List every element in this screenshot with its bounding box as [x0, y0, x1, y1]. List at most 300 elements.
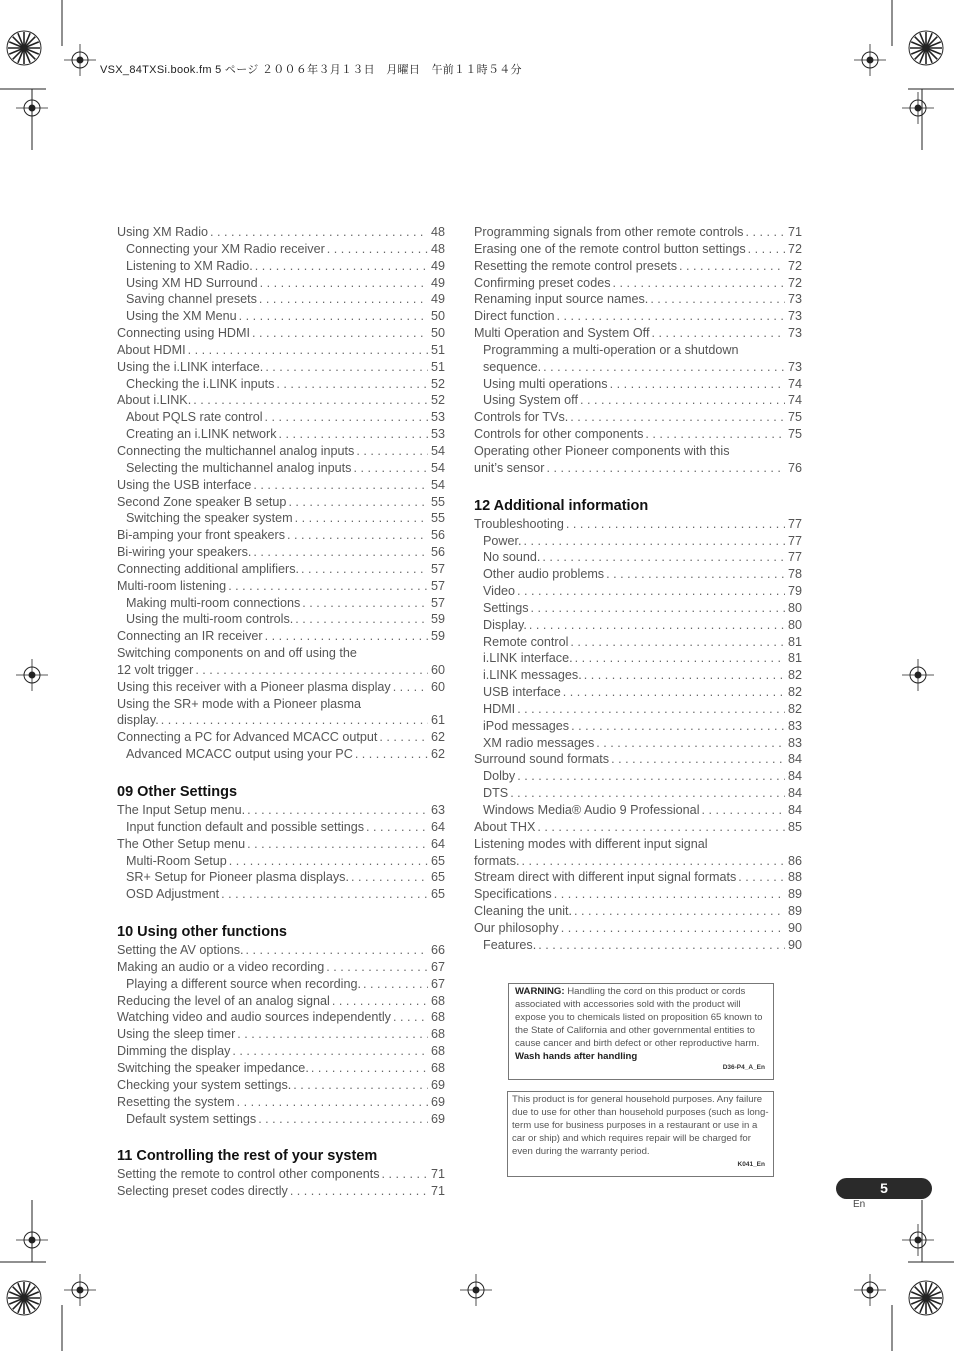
- toc-entry-page: 60: [430, 679, 445, 694]
- toc-entry-title: Connecting using HDMI: [117, 326, 250, 341]
- toc-entry[interactable]: [474, 701, 802, 718]
- toc-entry[interactable]: [117, 241, 445, 258]
- toc-entry[interactable]: [474, 308, 802, 325]
- toc-entry-page: 62: [430, 747, 445, 762]
- toc-entry-title: Using the USB interface: [117, 477, 252, 492]
- toc-entry-page: 89: [787, 904, 802, 919]
- toc-entry-title: Windows Media® Audio 9 Professional: [483, 803, 700, 817]
- toc-entry[interactable]: [474, 634, 802, 651]
- toc-entry[interactable]: [474, 735, 802, 752]
- toc-entry-title: Cleaning the unit.: [474, 904, 573, 919]
- toc-entry-title: Input function default and possible settings: [126, 819, 365, 834]
- dot-leader: [332, 993, 428, 1010]
- toc-entry-page: 73: [787, 359, 802, 374]
- toc-entry-title: Checking your system settings.: [117, 1077, 292, 1092]
- dot-leader: [531, 600, 785, 617]
- toc-entry-title: Display.: [483, 617, 527, 632]
- toc-entry-title: Connecting your XM Radio receiver: [126, 241, 325, 256]
- toc-entry-page: 56: [430, 545, 445, 560]
- toc-entry-title: Using multi operations: [483, 376, 608, 391]
- dot-leader: [239, 308, 428, 325]
- toc-entry-title: i.LINK interface.: [483, 651, 573, 666]
- page-number-badge: [836, 1178, 932, 1199]
- toc-entry[interactable]: [474, 718, 802, 735]
- toc-entry-page: 74: [787, 393, 802, 408]
- toc-entry-page: 50: [430, 326, 445, 341]
- toc-entry-page: 53: [430, 427, 445, 442]
- toc-entry[interactable]: [117, 611, 445, 628]
- dot-leader: [563, 684, 785, 701]
- dot-leader: [290, 1183, 428, 1200]
- toc-entry-page: 57: [430, 578, 445, 593]
- dot-leader: [355, 746, 428, 763]
- dot-leader: [610, 376, 785, 393]
- toc-entry-page: 76: [787, 460, 802, 475]
- dot-leader: [611, 751, 785, 768]
- toc-entry-title: Creating an i.LINK network: [126, 427, 277, 442]
- toc-entry-title: Resetting the system: [117, 1094, 235, 1109]
- toc-entry[interactable]: [474, 533, 802, 550]
- dot-leader: [366, 819, 428, 836]
- dot-leader: [288, 494, 428, 511]
- dot-leader: [538, 937, 785, 954]
- toc-entry-title: Connecting the multichannel analog inputs: [117, 443, 355, 458]
- toc-entry[interactable]: [117, 258, 445, 275]
- toc-entry[interactable]: [474, 920, 802, 937]
- toc-entry[interactable]: [474, 258, 802, 275]
- dot-leader: [517, 768, 785, 785]
- toc-entry-title: Second Zone speaker B setup: [117, 494, 287, 509]
- dot-leader: [287, 527, 428, 544]
- warning-notice: [508, 983, 774, 1080]
- toc-left-column: [117, 224, 445, 1200]
- toc-entry-page: 67: [430, 976, 445, 991]
- toc-entry[interactable]: [117, 342, 445, 359]
- section-heading: 10 Using other functions: [117, 924, 287, 941]
- dot-leader: [382, 1166, 428, 1183]
- dot-leader: [221, 886, 428, 903]
- dot-leader: [311, 1060, 428, 1077]
- toc-entry[interactable]: [474, 617, 802, 634]
- toc-entry-title: Confirming preset codes: [474, 275, 611, 290]
- toc-entry[interactable]: [117, 275, 445, 292]
- dot-leader: [557, 308, 785, 325]
- toc-entry-page: 68: [430, 993, 445, 1008]
- dot-leader: [529, 617, 785, 634]
- dot-leader: [596, 735, 785, 752]
- toc-entry-page: 64: [430, 819, 445, 834]
- toc-entry[interactable]: [117, 494, 445, 511]
- dot-leader: [237, 1094, 428, 1111]
- toc-entry-title: Making an audio or a video recording: [117, 959, 325, 974]
- warning-code: D36-P4_A_En: [722, 1064, 765, 1072]
- toc-entry[interactable]: [117, 409, 445, 426]
- dot-leader: [606, 566, 785, 583]
- household-code: K041_En: [737, 1161, 765, 1169]
- toc-entry-page: 84: [787, 786, 802, 801]
- toc-entry-title: The Other Setup menu: [117, 836, 246, 851]
- toc-entry-title: Listening to XM Radio.: [126, 258, 253, 273]
- toc-entry-page: 65: [430, 853, 445, 868]
- toc-entry[interactable]: [117, 1077, 445, 1094]
- toc-entry[interactable]: [117, 869, 445, 886]
- toc-entry-title: iPod messages: [483, 718, 570, 733]
- dot-leader: [363, 976, 428, 993]
- dot-leader: [295, 611, 428, 628]
- dot-leader: [228, 578, 428, 595]
- dot-leader: [260, 275, 428, 292]
- toc-entry[interactable]: [474, 600, 802, 617]
- toc-entry[interactable]: [117, 595, 445, 612]
- toc-entry[interactable]: [117, 359, 445, 376]
- toc-entry-title: Using XM Radio: [117, 225, 208, 239]
- toc-entry[interactable]: [117, 1026, 445, 1043]
- toc-entry[interactable]: [117, 959, 445, 976]
- toc-entry-title: Our philosophy: [474, 920, 559, 935]
- toc-entry[interactable]: [474, 667, 802, 684]
- toc-entry[interactable]: [474, 836, 802, 870]
- toc-entry-page: 73: [787, 326, 802, 341]
- dot-leader: [570, 634, 785, 651]
- toc-entry[interactable]: [117, 696, 445, 730]
- toc-entry[interactable]: [117, 1009, 445, 1026]
- dot-leader: [253, 544, 428, 561]
- toc-entry-page: 60: [430, 662, 445, 677]
- toc-entry[interactable]: [474, 566, 802, 583]
- dot-leader: [393, 679, 428, 696]
- toc-entry-title: Remote control: [483, 634, 569, 649]
- toc-entry[interactable]: [474, 409, 802, 426]
- toc-entry-title: Power.: [483, 533, 522, 548]
- toc-entry-page: 90: [787, 937, 802, 952]
- file-info-header: VSX_84TXSi.book.fm 5 ページ ２００６年３月１３日 月曜日 午前１１時５４分: [100, 64, 522, 76]
- toc-entry-title: Multi Operation and System Off: [474, 326, 650, 341]
- toc-entry-page: 77: [787, 516, 802, 531]
- toc-entry-page: 79: [787, 584, 802, 599]
- toc-entry-title: Switching the speaker impedance.: [117, 1060, 309, 1075]
- toc-entry-page: 77: [787, 533, 802, 548]
- toc-entry-title: DTS: [483, 786, 509, 801]
- dot-leader: [193, 392, 428, 409]
- toc-entry-title: Making multi-room connections: [126, 595, 301, 610]
- toc-entry-page: 72: [787, 241, 802, 256]
- toc-entry-title: Reducing the level of an analog signal: [117, 993, 330, 1008]
- toc-entry-page: 77: [787, 550, 802, 565]
- toc-entry[interactable]: [474, 785, 802, 802]
- dot-leader: [574, 903, 785, 920]
- toc-entry-page: 69: [430, 1077, 445, 1092]
- toc-entry-title: Connecting an IR receiver: [117, 629, 263, 644]
- dot-leader: [679, 258, 785, 275]
- toc-entry[interactable]: [474, 802, 802, 819]
- toc-entry-title: Using the multi-room controls.: [126, 612, 294, 627]
- wash-hands-text: Wash hands after handling: [515, 1050, 638, 1062]
- toc-entry-page: 57: [430, 561, 445, 576]
- toc-entry[interactable]: [117, 308, 445, 325]
- toc-entry[interactable]: [117, 426, 445, 443]
- toc-entry-title: USB interface: [483, 685, 561, 700]
- toc-entry-page: 90: [787, 920, 802, 935]
- toc-entry-title: Dolby: [483, 769, 516, 784]
- toc-entry-page: 73: [787, 309, 802, 324]
- toc-entry-page: 71: [787, 225, 802, 239]
- toc-entry-page: 82: [787, 685, 802, 700]
- toc-entry-page: 73: [787, 292, 802, 307]
- section-heading: 11 Controlling the rest of your system: [117, 1148, 378, 1165]
- toc-entry-page: 55: [430, 494, 445, 509]
- toc-entry-page: 48: [430, 225, 445, 239]
- dot-leader: [522, 853, 785, 870]
- toc-entry[interactable]: [117, 1183, 445, 1200]
- toc-entry-page: 62: [430, 730, 445, 745]
- dot-leader: [537, 819, 785, 836]
- dot-leader: [738, 869, 785, 886]
- dot-leader: [247, 836, 428, 853]
- toc-entry-page: 78: [787, 567, 802, 582]
- toc-entry-page: 75: [787, 410, 802, 425]
- toc-entry-title: Dimming the display: [117, 1044, 231, 1059]
- toc-entry[interactable]: [474, 241, 802, 258]
- toc-entry[interactable]: [117, 1094, 445, 1111]
- toc-entry-title: Using System off: [483, 393, 578, 408]
- toc-entry-page: 84: [787, 769, 802, 784]
- toc-entry[interactable]: [117, 325, 445, 342]
- dot-leader: [393, 1009, 428, 1026]
- toc-entry-title: Troubleshooting: [474, 516, 564, 531]
- toc-entry[interactable]: [117, 679, 445, 696]
- dot-leader: [379, 729, 428, 746]
- dot-leader: [247, 802, 428, 819]
- dot-leader: [259, 291, 428, 308]
- toc-entry-title: Direct function: [474, 309, 555, 324]
- toc-entry-title: Erasing one of the remote control button settings: [474, 241, 746, 256]
- toc-entry-page: 86: [787, 853, 802, 868]
- dot-leader: [570, 409, 785, 426]
- toc-entry-page: 52: [430, 376, 445, 391]
- dot-leader: [650, 291, 785, 308]
- dot-leader: [327, 241, 428, 258]
- toc-entry-page: 75: [787, 427, 802, 442]
- toc-entry-title: Using the XM Menu: [126, 309, 237, 324]
- toc-entry-title: Watching video and audio sources independently: [117, 1010, 391, 1025]
- toc-entry[interactable]: [474, 376, 802, 393]
- toc-entry-title: The Input Setup menu.: [117, 803, 246, 817]
- toc-entry[interactable]: [117, 645, 445, 679]
- toc-entry[interactable]: [117, 628, 445, 645]
- toc-entry-title: SR+ Setup for Pioneer plasma displays.: [126, 870, 349, 885]
- toc-entry[interactable]: [117, 1111, 445, 1128]
- toc-entry[interactable]: [117, 460, 445, 477]
- toc-entry-title: About PQLS rate control: [126, 410, 263, 425]
- dot-leader: [702, 802, 785, 819]
- toc-entry[interactable]: [474, 443, 802, 477]
- dot-leader: [232, 1043, 428, 1060]
- dot-leader: [237, 1026, 428, 1043]
- toc-entry-page: 81: [787, 651, 802, 666]
- toc-entry-title: Specifications: [474, 887, 552, 902]
- toc-entry[interactable]: [117, 544, 445, 561]
- toc-entry-page: 59: [430, 612, 445, 627]
- toc-entry-page: 82: [787, 668, 802, 683]
- toc-entry[interactable]: [117, 746, 445, 763]
- toc-entry[interactable]: [474, 516, 802, 533]
- toc-right-column: [474, 224, 802, 954]
- toc-entry[interactable]: [117, 527, 445, 544]
- toc-entry[interactable]: [474, 886, 802, 903]
- toc-entry-page: 80: [787, 600, 802, 615]
- toc-entry-title: Resetting the remote control presets: [474, 258, 678, 273]
- toc-entry-page: 63: [430, 803, 445, 817]
- toc-entry-page: 54: [430, 443, 445, 458]
- dot-leader: [554, 886, 785, 903]
- toc-entry-page: 49: [430, 292, 445, 307]
- toc-entry-title: Checking the i.LINK inputs: [126, 376, 275, 391]
- toc-entry-title: Selecting the multichannel analog inputs: [126, 460, 352, 475]
- dot-leader: [543, 359, 785, 376]
- toc-entry-page: 69: [430, 1094, 445, 1109]
- dot-leader: [253, 477, 428, 494]
- warning-label: WARNING:: [515, 986, 565, 997]
- toc-entry[interactable]: [117, 819, 445, 836]
- toc-entry-title: Programming signals from other remote controls: [474, 225, 744, 239]
- dot-leader: [510, 785, 785, 802]
- dot-leader: [580, 392, 785, 409]
- dot-leader: [546, 460, 785, 477]
- toc-entry-title: No sound.: [483, 550, 541, 565]
- toc-entry[interactable]: [474, 426, 802, 443]
- household-use-notice: [507, 1091, 774, 1177]
- toc-entry-title: Surround sound formats: [474, 752, 610, 767]
- toc-entry-page: 85: [787, 819, 802, 834]
- toc-entry[interactable]: [474, 325, 802, 342]
- toc-entry-page: 49: [430, 275, 445, 290]
- toc-entry[interactable]: [117, 853, 445, 870]
- toc-entry[interactable]: [474, 342, 802, 376]
- dot-leader: [301, 561, 428, 578]
- toc-entry[interactable]: [474, 275, 802, 292]
- toc-entry[interactable]: [117, 1060, 445, 1077]
- dot-leader: [571, 718, 785, 735]
- toc-entry[interactable]: [117, 578, 445, 595]
- toc-entry-title-line1: Programming a multi-operation or a shutdown: [483, 342, 739, 357]
- dot-leader: [255, 258, 428, 275]
- toc-entry[interactable]: [474, 549, 802, 566]
- toc-entry-title: formats.: [474, 853, 520, 868]
- toc-entry-title: HDMI: [483, 701, 516, 716]
- toc-entry[interactable]: [117, 291, 445, 308]
- section-heading: 12 Additional information: [474, 497, 649, 514]
- toc-entry-page: 55: [430, 511, 445, 526]
- toc-entry-title: Settings: [483, 600, 529, 615]
- dot-leader: [584, 667, 785, 684]
- toc-entry-title: About HDMI: [117, 342, 186, 357]
- dot-leader: [517, 583, 785, 600]
- toc-entry[interactable]: [117, 1043, 445, 1060]
- toc-entry-page: 68: [430, 1044, 445, 1059]
- language-label: En: [853, 1199, 866, 1210]
- toc-entry-page: 59: [430, 629, 445, 644]
- dot-leader: [265, 628, 428, 645]
- toc-entry[interactable]: [117, 729, 445, 746]
- toc-entry-title: XM radio messages: [483, 735, 595, 750]
- toc-entry[interactable]: [117, 224, 445, 241]
- toc-entry[interactable]: [474, 869, 802, 886]
- toc-entry-title: Multi-Room Setup: [126, 853, 227, 868]
- toc-entry-page: 68: [430, 1027, 445, 1042]
- toc-entry[interactable]: [474, 684, 802, 701]
- toc-entry[interactable]: [117, 802, 445, 819]
- toc-entry[interactable]: [474, 650, 802, 667]
- dot-leader: [561, 920, 785, 937]
- toc-entry-title: Controls for TVs.: [474, 410, 569, 425]
- toc-entry[interactable]: [117, 976, 445, 993]
- dot-leader: [645, 426, 785, 443]
- toc-entry-title: Playing a different source when recording.: [126, 976, 361, 991]
- toc-entry-title: Connecting a PC for Advanced MCACC output: [117, 730, 378, 745]
- toc-entry-title: OSD Adjustment: [126, 887, 220, 902]
- toc-entry-page: 54: [430, 477, 445, 492]
- toc-entry-title: Controls for other components: [474, 427, 644, 442]
- toc-entry-title: Using the i.LINK interface.: [117, 359, 264, 374]
- dot-leader: [542, 549, 785, 566]
- toc-entry[interactable]: [117, 993, 445, 1010]
- toc-entry[interactable]: [474, 751, 802, 768]
- toc-entry[interactable]: [474, 903, 802, 920]
- toc-entry[interactable]: [117, 1166, 445, 1183]
- toc-entry[interactable]: [474, 224, 802, 241]
- dot-leader: [293, 1077, 428, 1094]
- toc-entry[interactable]: [117, 561, 445, 578]
- toc-entry[interactable]: [117, 942, 445, 959]
- dot-leader: [517, 701, 785, 718]
- toc-entry-title-line1: Using the SR+ mode with a Pioneer plasma: [117, 696, 361, 711]
- toc-entry-title: Bi-amping your front speakers: [117, 528, 285, 543]
- toc-entry[interactable]: [117, 510, 445, 527]
- toc-entry-page: 57: [430, 595, 445, 610]
- toc-entry[interactable]: [117, 376, 445, 393]
- dot-leader: [745, 224, 785, 241]
- toc-entry-page: 82: [787, 701, 802, 716]
- toc-entry[interactable]: [474, 392, 802, 409]
- toc-entry-title: sequence.: [483, 359, 542, 374]
- toc-entry-page: 72: [787, 275, 802, 290]
- toc-entry-title: Switching the speaker system: [126, 511, 293, 526]
- toc-entry[interactable]: [474, 768, 802, 785]
- toc-entry[interactable]: [474, 819, 802, 836]
- toc-entry[interactable]: [474, 291, 802, 308]
- section-heading: 09 Other Settings: [117, 784, 238, 800]
- toc-entry-page: 71: [430, 1184, 445, 1199]
- toc-entry-page: 65: [430, 887, 445, 902]
- toc-entry-page: 66: [430, 943, 445, 958]
- toc-entry-title-line1: Listening modes with different input signal: [474, 836, 708, 851]
- dot-leader: [524, 533, 785, 550]
- toc-entry-page: 84: [787, 803, 802, 817]
- dot-leader: [276, 376, 428, 393]
- toc-entry[interactable]: [117, 836, 445, 853]
- dot-leader: [356, 443, 428, 460]
- toc-entry[interactable]: [474, 583, 802, 600]
- toc-entry-page: 50: [430, 309, 445, 324]
- toc-entry[interactable]: [474, 937, 802, 954]
- toc-entry-page: 83: [787, 718, 802, 733]
- toc-entry[interactable]: [117, 477, 445, 494]
- toc-entry[interactable]: [117, 886, 445, 903]
- toc-entry[interactable]: [117, 392, 445, 409]
- toc-entry[interactable]: [117, 443, 445, 460]
- toc-entry-title: Using this receiver with a Pioneer plasma display: [117, 679, 391, 694]
- household-text: This product is for general household purposes. Any failure due to use for other than household purposes (such as long-term use for business purposes in a restaurant or use in a car or ship) and which requires repair will be charged for even during the warranty period.: [512, 1094, 769, 1157]
